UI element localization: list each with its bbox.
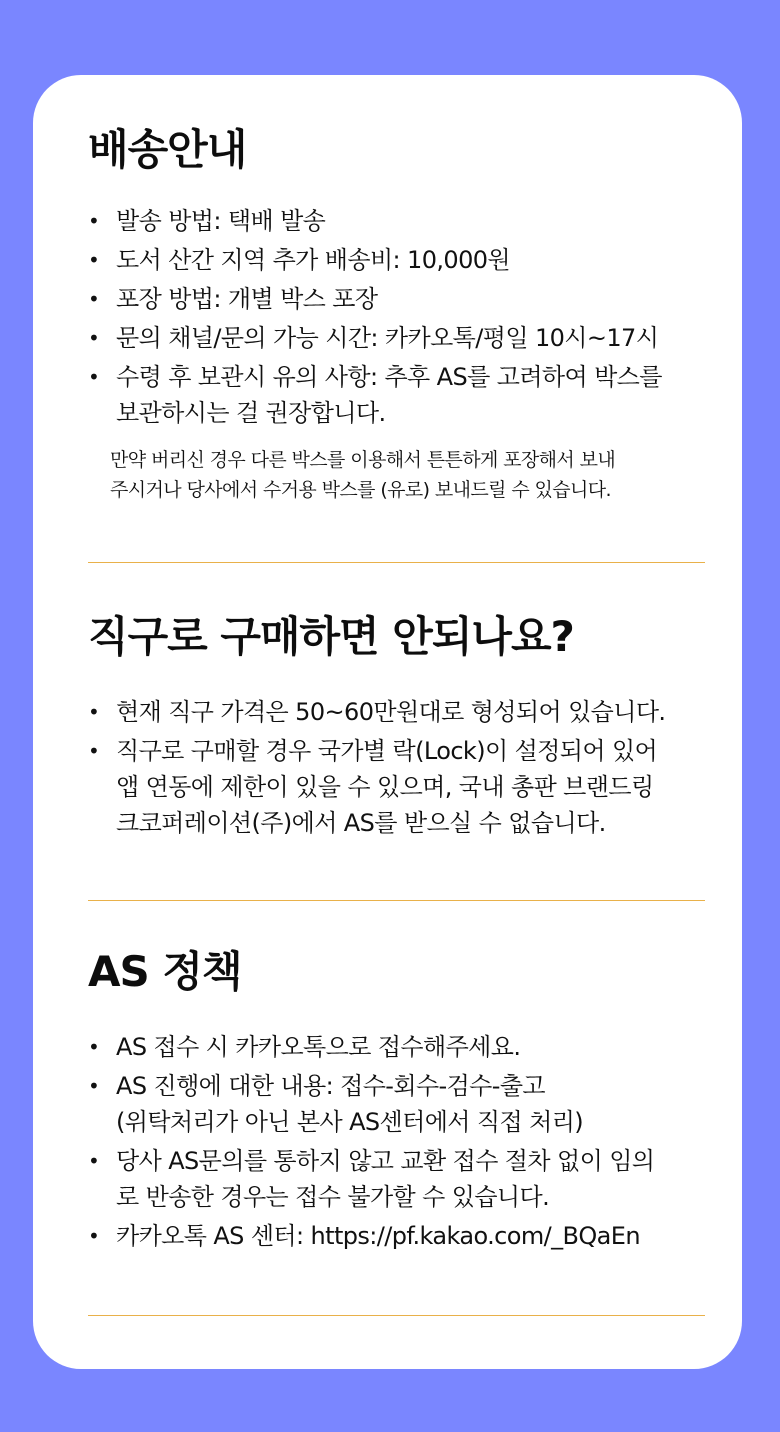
direct-purchase-title: 직구로 구매하면 안되나요? [88,612,574,661]
section-divider [88,900,705,901]
list-item: • 도서 산간 지역 추가 배송비: 10,000원 [88,242,705,278]
list-item: • 수령 후 보관시 유의 사항: 추후 AS를 고려하여 박스를 보관하시는 걸 권장합니다. [88,359,705,431]
list-item: • 포장 방법: 개별 박스 포장 [88,281,705,317]
info-card [33,75,742,1369]
direct-purchase-section [88,612,705,844]
section-divider [88,562,705,563]
direct-purchase-list [88,694,705,841]
shipping-title: 배송안내 [88,125,247,174]
kakao-as-center-link: • 카카오톡 AS 센터: https://pf.kakao.com/_BQaEn [116,1222,640,1251]
as-policy-list [88,1029,705,1254]
shipping-list [88,203,705,431]
list-item: • AS 접수 시 카카오톡으로 접수해주세요. [88,1029,705,1065]
list-item: • 직구로 구매할 경우 국가별 락(Lock)이 설정되어 있어 앱 연동에 제한이 있을 수 있으며, 국내 총판 브랜드링 크코퍼레이션(주)에서 AS를 받으실 수 없습니다. [88,733,705,841]
list-item: • 현재 직구 가격은 50~60만원대로 형성되어 있습니다. [88,694,705,730]
list-item: • 발송 방법: 택배 발송 [88,203,705,239]
section-divider [88,1315,705,1316]
list-item: • 문의 채널/문의 가능 시간: 카카오톡/평일 10시~17시 [88,320,705,356]
shipping-section [88,125,705,505]
list-item: • AS 진행에 대한 내용: 접수-회수-검수-출고 (위탁처리가 아닌 본사 AS센터에서 직접 처리) [88,1068,705,1140]
list-item: • 당사 AS문의를 통하지 않고 교환 접수 절차 없이 임의 로 반송한 경우는 접수 불가할 수 있습니다. [88,1143,705,1215]
shipping-note: 만약 버리신 경우 다른 박스를 이용해서 튼튼하게 포장해서 보내 주시거나 당사에서 수거용 박스를 (유로) 보내드릴 수 있습니다. [110,449,616,502]
as-policy-title: AS 정책 [88,947,242,996]
list-item [88,1218,705,1254]
as-policy-section [88,947,705,1257]
